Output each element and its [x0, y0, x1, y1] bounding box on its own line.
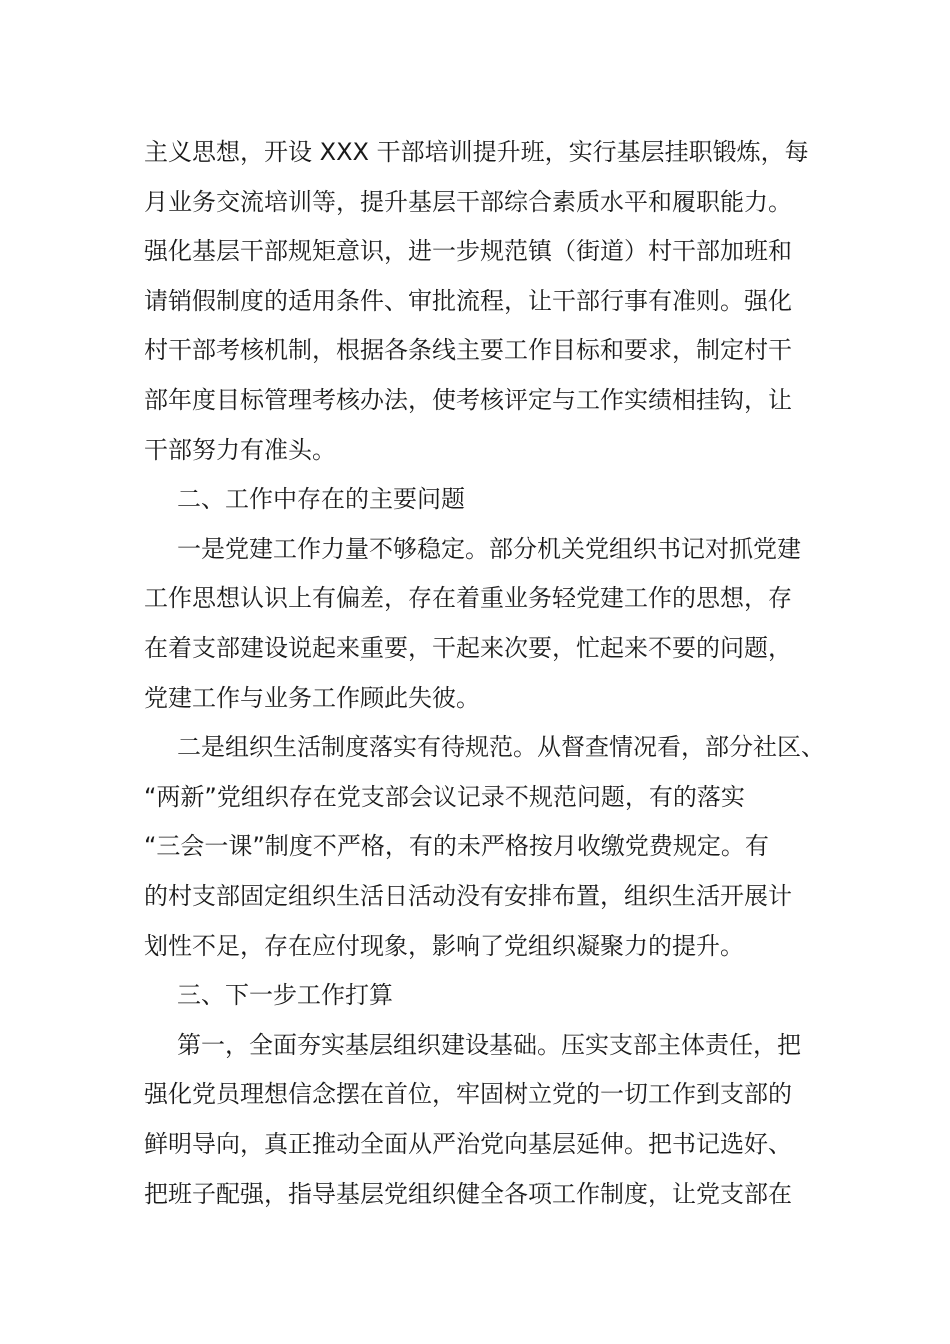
- text-line: “三会一课”制度不严格，有的未严格按月收缴党费规定。有: [144, 832, 769, 860]
- text-line: 村干部考核机制，根据各条线主要工作目标和要求，制定村干: [144, 336, 792, 364]
- text-line: 鲜明导向，真正推动全面从严治党向基层延伸。把书记选好、: [144, 1130, 792, 1158]
- text-line: 划性不足，存在应付现象，影响了党组织凝聚力的提升。: [144, 932, 744, 960]
- text-line: 请销假制度的适用条件、审批流程，让干部行事有准则。强化: [144, 287, 792, 315]
- text-line: 主义思想，开设 XXX 干部培训提升班，实行基层挂职锻炼，每: [144, 138, 809, 166]
- section-heading: 三、下一步工作打算: [177, 981, 393, 1009]
- paragraph-start: 一是党建工作力量不够稳定。部分机关党组织书记对抓党建: [177, 535, 801, 563]
- text-line: 部年度目标管理考核办法，使考核评定与工作实绩相挂钩，让: [144, 386, 792, 414]
- text-line: 月业务交流培训等，提升基层干部综合素质水平和履职能力。: [144, 188, 792, 216]
- text-line: “两新”党组织存在党支部会议记录不规范问题，有的落实: [144, 783, 745, 811]
- text-line: 工作思想认识上有偏差，存在着重业务轻党建工作的思想，存: [144, 584, 792, 612]
- text-line: 党建工作与业务工作顾此失彼。: [144, 684, 480, 712]
- paragraph-start: 第一，全面夯实基层组织建设基础。压实支部主体责任，把: [177, 1031, 801, 1059]
- paragraph-start: 二是组织生活制度落实有待规范。从督查情况看，部分社区、: [177, 733, 825, 761]
- text-line: 在着支部建设说起来重要，干起来次要，忙起来不要的问题，: [144, 634, 792, 662]
- text-line: 强化基层干部规矩意识，进一步规范镇（街道）村干部加班和: [144, 237, 792, 265]
- section-heading: 二、工作中存在的主要问题: [177, 485, 465, 513]
- text-line: 干部努力有准头。: [144, 436, 336, 464]
- text-line: 强化党员理想信念摆在首位，牢固树立党的一切工作到支部的: [144, 1080, 792, 1108]
- text-line: 把班子配强，指导基层党组织健全各项工作制度，让党支部在: [144, 1180, 792, 1208]
- text-line: 的村支部固定组织生活日活动没有安排布置，组织生活开展计: [144, 882, 792, 910]
